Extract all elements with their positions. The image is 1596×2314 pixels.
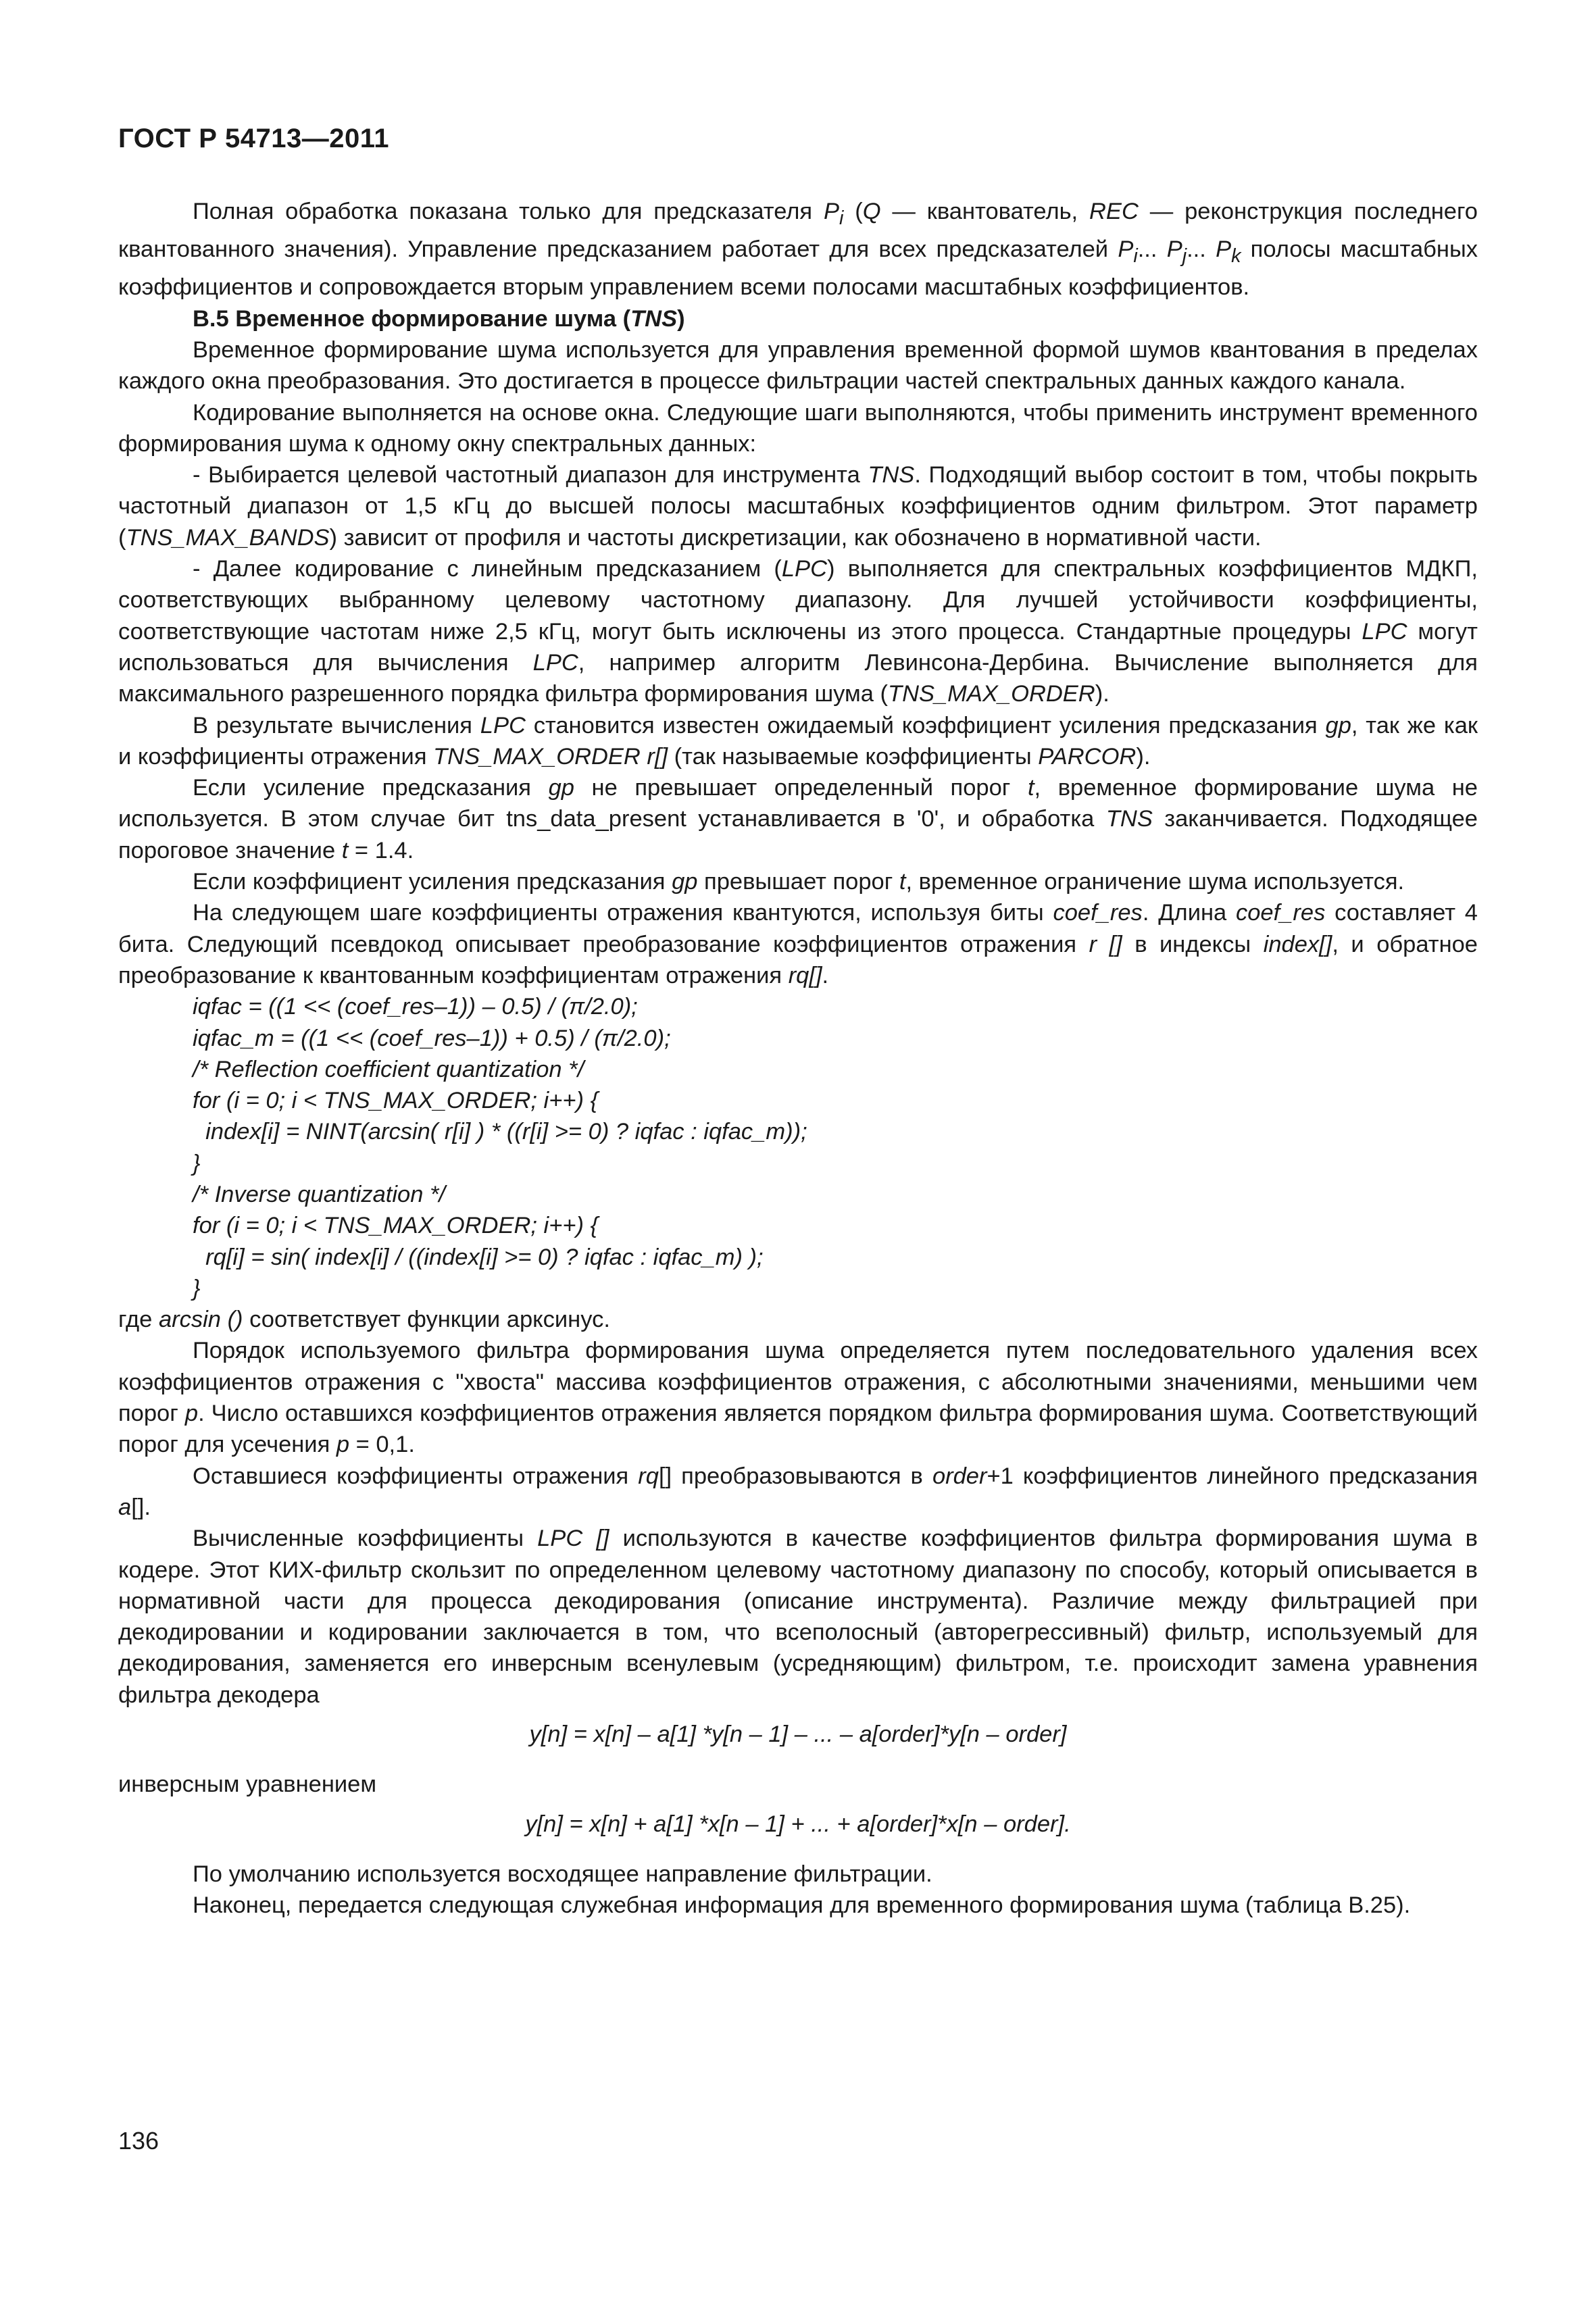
paragraph: Если усиление предсказания gp не превышает определенный порог t, временное формирование шума не используется. В этом случае бит tns_data_present устанавливается в '0', и обработка TNS заканчивается. Подходящее пороговое значение t = 1.4. <box>118 775 1478 863</box>
code-line: rq[i] = sin( index[i] / ((index[i] >= 0) ? iqfac : iqfac_m) ); <box>193 1244 764 1270</box>
paragraph: Оставшиеся коэффициенты отражения rq[] преобразовываются в order+1 коэффициентов линейного предсказания a[]. <box>118 1463 1478 1520</box>
paragraph: - Выбирается целевой частотный диапазон для инструмента TNS. Подходящий выбор состоит в том, чтобы покрыть частотный диапазон от 1,5 кГц до высшей полосы масштабных коэффициентов одним фильтром. Этот параметр (TNS_MAX_BANDS) зависит от профиля и частоты дискретизации, как обозначено в нормативной части. <box>118 462 1478 551</box>
section-heading: В.5 Временное формирование шума (TNS) <box>193 305 685 332</box>
page-number: 136 <box>118 2127 159 2155</box>
paragraph: Порядок используемого фильтра формирования шума определяется путем последовательного удаления всех коэффициентов отражения с "хвоста" массива коэффициентов отражения, с абсолютными значениями, меньшими чем порог p. Число оставшихся коэффициентов отражения является порядком фильтра формирования шума. Соответствующий порог для усечения p = 0,1. <box>118 1338 1478 1458</box>
code-line: /* Inverse quantization */ <box>193 1181 445 1207</box>
code-line: index[i] = NINT(arcsin( r[i] ) * ((r[i] >= 0) ? iqfac : iqfac_m)); <box>193 1119 807 1145</box>
paragraph: где arcsin () соответствует функции арксинус. <box>118 1307 610 1333</box>
paragraph: инверсным уравнением <box>118 1771 377 1798</box>
paragraph: Наконец, передается следующая служебная информация для временного формирования шума (таблица В.25). <box>193 1892 1411 1919</box>
paragraph: В результате вычисления LPC становится известен ожидаемый коэффициент усиления предсказания gp, так же как и коэффициенты отражения TNS_MAX_ORDER r[] (так называемые коэффициенты PARCOR). <box>118 712 1478 770</box>
formula-inverse: y[n] = x[n] + a[1] *x[n – 1] + ... + a[order]*x[n – order]. <box>525 1811 1071 1837</box>
pseudocode-block <box>193 991 1478 1304</box>
page-header-title: ГОСТ Р 54713—2011 <box>118 124 389 153</box>
paragraph: На следующем шаге коэффициенты отражения квантуются, используя биты coef_res. Длина coef_res составляет 4 бита. Следующий псевдокод описывает преобразование коэффициентов отражения r [] в индексы index[], и обратное преобразование к квантованным коэффициентам отражения rq[]. <box>118 900 1478 988</box>
page-body <box>118 196 1478 1921</box>
paragraph: Полная обработка показана только для предсказателя $P_i$ (Q — квантователь, REC — реконструкция последнего квантованного значения). Управление предсказанием работает для всех предсказателей $P_i$... $P_j$... $P_k$ полосы масштабных коэффициентов и сопровождается вторым управлением всеми полосами масштабных коэффициентов. <box>118 199 1478 301</box>
code-line: for (i = 0; i < TNS_MAX_ORDER; i++) { <box>193 1213 599 1239</box>
formula-decoder: y[n] = x[n] – a[1] *y[n – 1] – ... – a[order]*y[n – order] <box>529 1721 1067 1748</box>
paragraph: Если коэффициент усиления предсказания gp превышает порог t, временное ограничение шума используется. <box>193 869 1405 895</box>
paragraph: По умолчанию используется восходящее направление фильтрации. <box>193 1861 932 1887</box>
code-line: iqfac_m = ((1 << (coef_res–1)) + 0.5) / (π/2.0); <box>193 1025 671 1051</box>
code-line: iqfac = ((1 << (coef_res–1)) – 0.5) / (π/2.0); <box>193 994 638 1020</box>
paragraph: - Далее кодирование с линейным предсказанием (LPC) выполняется для спектральных коэффициентов МДКП, соответствующих выбранному целевому частотному диапазону. Для лучшей устойчивости коэффициенты, соответствующие частотам ниже 2,5 кГц, могут быть исключены из этого процесса. Стандартные процедуры LPC могут использоваться для вычисления LPC, например алгоритм Левинсона-Дербина. Вычисление выполняется для максимального разрешенного порядка фильтра формирования шума (TNS_MAX_ORDER). <box>118 556 1478 707</box>
code-line: /* Reflection coefficient quantization */ <box>193 1056 584 1082</box>
code-line: } <box>193 1275 201 1301</box>
paragraph: Вычисленные коэффициенты LPC [] используются в качестве коэффициентов фильтра формирования шума в кодере. Этот КИХ-фильтр скользит по определенном целевому частотному диапазону по способу, который описывается в нормативной части для процесса декодирования (описание инструмента). Различие между фильтрацией при декодировании и кодировании заключается в том, что всеполосный (авторегрессивный) фильтр, используемый для декодирования, заменяется его инверсным всенулевым (усредняющим) фильтром, т.е. происходит замена уравнения фильтра декодера <box>118 1526 1478 1708</box>
code-line: for (i = 0; i < TNS_MAX_ORDER; i++) { <box>193 1088 599 1114</box>
paragraph: Временное формирование шума используется для управления временной формой шумов квантования в пределах каждого окна преобразования. Это достигается в процессе фильтрации частей спектральных данных каждого канала. <box>118 336 1478 395</box>
code-line: } <box>193 1150 201 1176</box>
paragraph: Кодирование выполняется на основе окна. Следующие шаги выполняются, чтобы применить инструмент временного формирования шума к одному окну спектральных данных: <box>118 399 1478 457</box>
